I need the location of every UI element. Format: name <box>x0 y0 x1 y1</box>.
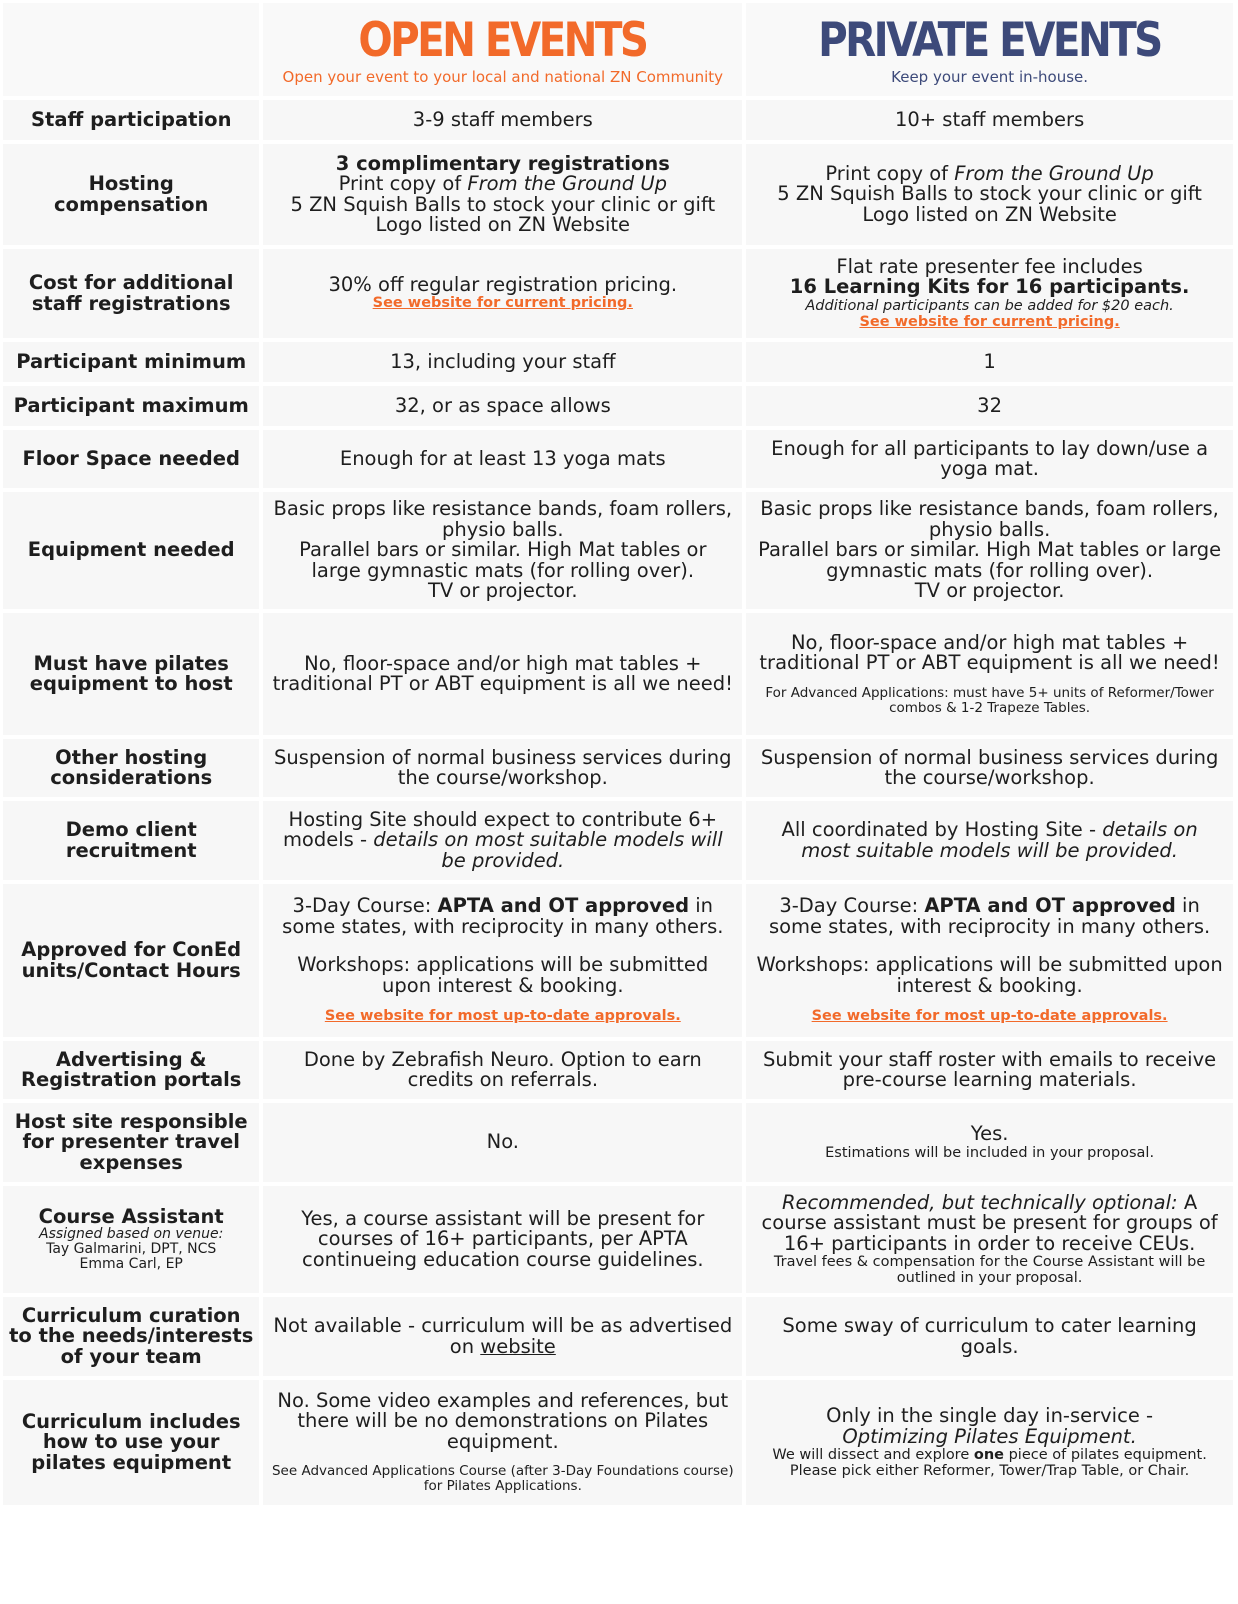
row-label: Staff participation <box>3 100 259 140</box>
website-link[interactable]: website <box>480 1334 556 1358</box>
row-cost <box>3 249 1233 338</box>
open-events-header <box>263 3 742 96</box>
private-approvals-link[interactable]: See website for most up-to-date approvals. <box>811 1008 1168 1024</box>
open-cell: Hosting Site should expect to contribute 6+ models - details on most suitable models will be provided. <box>263 801 742 880</box>
row-label: Course Assistant Assigned based on venue: Tay Galmarini, DPT, NCS Emma Carl, EP <box>3 1186 259 1293</box>
row-demo <box>3 801 1233 880</box>
private-cell: Print copy of From the Ground Up 5 ZN Squish Balls to stock your clinic or gift Logo listed on ZN Website <box>746 144 1233 245</box>
row-howto <box>3 1380 1233 1505</box>
row-label: Host site responsible for presenter travel expenses <box>3 1103 259 1182</box>
row-other <box>3 739 1233 797</box>
row-assistant <box>3 1186 1233 1293</box>
private-cell: Recommended, but technically optional: A course assistant must be present for groups of 16+ participants in order to receive CEUs. Travel fees & compensation for the Course Assistant will be outlined in your proposal. <box>746 1186 1233 1293</box>
open-cell: Not available - curriculum will be as advertised on website <box>263 1297 742 1376</box>
row-curation <box>3 1297 1233 1376</box>
private-cell: Flat rate presenter fee includes 16 Learning Kits for 16 participants. Additional participants can be added for $20 each. See website for current pricing. <box>746 249 1233 338</box>
open-events-subtitle: Open your event to your local and national ZN Community <box>282 67 724 86</box>
open-events-title: OPEN EVENTS <box>358 12 647 68</box>
private-events-title: PRIVATE EVENTS <box>818 12 1161 68</box>
row-label: Approved for ConEd units/Contact Hours <box>3 884 259 1037</box>
open-cell: 32, or as space allows <box>263 386 742 426</box>
private-cell: All coordinated by Hosting Site - details on most suitable models will be provided. <box>746 801 1233 880</box>
row-floor <box>3 430 1233 488</box>
private-cell: 10+ staff members <box>746 100 1233 140</box>
row-hosting <box>3 144 1233 245</box>
open-cell: Enough for at least 13 yoga mats <box>263 430 742 488</box>
open-cell: Yes, a course assistant will be present for courses of 16+ participants, per APTA continueing education course guidelines. <box>263 1186 742 1293</box>
private-cell: Basic props like resistance bands, foam rollers, physio balls. Parallel bars or similar. High Mat tables or large gymnastic mats (for rolling over). TV or projector. <box>746 492 1233 609</box>
row-min <box>3 342 1233 382</box>
open-cell: No, floor-space and/or high mat tables + traditional PT or ABT equipment is all we need! <box>263 613 742 735</box>
private-cell: Yes. Estimations will be included in your proposal. <box>746 1103 1233 1182</box>
open-cell: 3-Day Course: APTA and OT approved in some states, with reciprocity in many others. Workshops: applications will be submitted upon interest & booking. See website for most up-to-date approvals. <box>263 884 742 1037</box>
private-cell: Only in the single day in-service - Optimizing Pilates Equipment. We will dissect and explore one piece of pilates equipment. Please pick either Reformer, Tower/Trap Table, or Chair. <box>746 1380 1233 1505</box>
open-cell: 3 complimentary registrations Print copy of From the Ground Up 5 ZN Squish Balls to stock your clinic or gift Logo listed on ZN Website <box>263 144 742 245</box>
open-pricing-link[interactable]: See website for current pricing. <box>372 295 633 312</box>
open-cell: 30% off regular registration pricing. See website for current pricing. <box>263 249 742 338</box>
row-pilates <box>3 613 1233 735</box>
row-label: Hosting compensation <box>3 144 259 245</box>
row-label: Curriculum curation to the needs/interests of your team <box>3 1297 259 1376</box>
row-label: Participant minimum <box>3 342 259 382</box>
row-advertising <box>3 1041 1233 1099</box>
private-cell: Suspension of normal business services during the course/workshop. <box>746 739 1233 797</box>
private-cell: 3-Day Course: APTA and OT approved in some states, with reciprocity in many others. Workshops: applications will be submitted upon interest & booking. See website for most up-to-date approvals. <box>746 884 1233 1037</box>
open-cell: 3-9 staff members <box>263 100 742 140</box>
open-cell: Done by Zebrafish Neuro. Option to earn credits on referrals. <box>263 1041 742 1099</box>
open-cell: 13, including your staff <box>263 342 742 382</box>
row-label: Demo client recruitment <box>3 801 259 880</box>
open-cell: No. <box>263 1103 742 1182</box>
row-label: Advertising & Registration portals <box>3 1041 259 1099</box>
row-label: Curriculum includes how to use your pilates equipment <box>3 1380 259 1505</box>
open-approvals-link[interactable]: See website for most up-to-date approvals. <box>324 1008 681 1024</box>
row-label: Equipment needed <box>3 492 259 609</box>
row-label: Cost for additional staff registrations <box>3 249 259 338</box>
private-events-subtitle: Keep your event in-house. <box>891 67 1089 86</box>
row-label: Must have pilates equipment to host <box>3 613 259 735</box>
row-coned <box>3 884 1233 1037</box>
private-pricing-link[interactable]: See website for current pricing. <box>859 313 1120 330</box>
row-equipment <box>3 492 1233 609</box>
row-travel <box>3 1103 1233 1182</box>
header-row <box>3 3 1233 96</box>
private-events-header <box>746 3 1233 96</box>
private-cell: 1 <box>746 342 1233 382</box>
row-label: Participant maximum <box>3 386 259 426</box>
row-max <box>3 386 1233 426</box>
row-label: Floor Space needed <box>3 430 259 488</box>
row-label: Other hosting considerations <box>3 739 259 797</box>
open-cell: No. Some video examples and references, but there will be no demonstrations on Pilates equipment. See Advanced Applications Course (after 3-Day Foundations course) for Pilates Applications. <box>263 1380 742 1505</box>
open-cell: Basic props like resistance bands, foam rollers, physio balls. Parallel bars or similar. High Mat tables or large gymnastic mats (for rolling over). TV or projector. <box>263 492 742 609</box>
private-cell: No, floor-space and/or high mat tables + traditional PT or ABT equipment is all we need! For Advanced Applications: must have 5+ units of Reformer/Tower combos & 1-2 Trapeze Tables. <box>746 613 1233 735</box>
row-staff <box>3 100 1233 140</box>
private-cell: 32 <box>746 386 1233 426</box>
open-cell: Suspension of normal business services during the course/workshop. <box>263 739 742 797</box>
private-cell: Submit your staff roster with emails to receive pre-course learning materials. <box>746 1041 1233 1099</box>
private-cell: Some sway of curriculum to cater learning goals. <box>746 1297 1233 1376</box>
header-empty-cell <box>3 3 259 96</box>
private-cell: Enough for all participants to lay down/use a yoga mat. <box>746 430 1233 488</box>
